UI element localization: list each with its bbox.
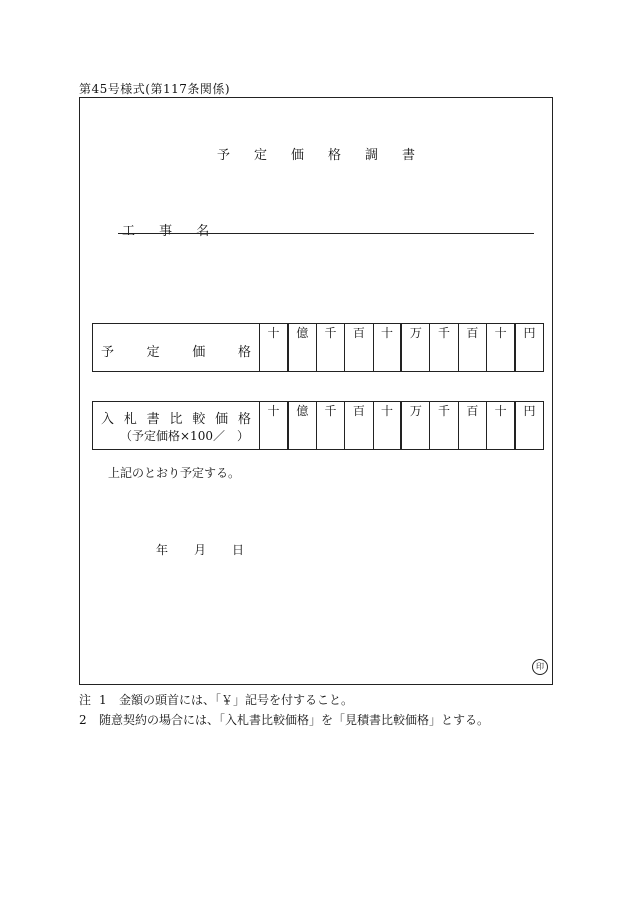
work-name-field[interactable] (118, 233, 534, 234)
note-prefix: 注 (79, 693, 92, 707)
digit-cell[interactable]: 十 (260, 324, 288, 372)
title-char: 価 (290, 148, 328, 163)
label-char: 比 (169, 412, 183, 427)
title-char: 格 (328, 148, 366, 163)
label-char: 格 (237, 345, 251, 360)
digit-cell[interactable]: 万 (401, 402, 429, 450)
digit-cell[interactable]: 十 (487, 324, 515, 372)
label-char: 定 (146, 345, 160, 360)
bid-comparison-price-table (92, 401, 544, 450)
title-char: 書 (402, 148, 440, 163)
date-month: 月 (194, 543, 207, 557)
page-title (80, 144, 552, 163)
note-item (79, 710, 489, 730)
label-char: 較 (192, 412, 206, 427)
digit-cell[interactable]: 十 (373, 324, 401, 372)
seal-stamp: 印 (532, 659, 548, 675)
work-name-label: 工 事 名 (122, 224, 220, 239)
digit-cell[interactable]: 千 (316, 324, 344, 372)
date-year: 年 (156, 543, 169, 557)
bid-comparison-price-label (93, 402, 260, 450)
note-text: 随意契約の場合には、「入札書比較価格」を「見積書比較価格」とする。 (99, 713, 490, 727)
digit-cell[interactable]: 百 (345, 402, 373, 450)
statement-text: 上記のとおり予定する。 (108, 466, 241, 480)
planned-price-label (93, 324, 260, 372)
label-char: 格 (237, 412, 251, 427)
label-char: 価 (215, 412, 229, 427)
digit-cell[interactable]: 千 (316, 402, 344, 450)
digit-cell[interactable]: 円 (515, 402, 543, 450)
digit-cell[interactable]: 万 (401, 324, 429, 372)
digit-cell[interactable]: 億 (288, 324, 316, 372)
label-char: 書 (146, 412, 160, 427)
notes (79, 690, 489, 730)
digit-cell[interactable]: 百 (458, 402, 486, 450)
digit-cell[interactable]: 十 (260, 402, 288, 450)
title-char: 調 (365, 148, 403, 163)
note-number: 1 (99, 693, 107, 707)
digit-cell[interactable]: 百 (345, 324, 373, 372)
form-frame (79, 97, 553, 685)
note-item (79, 690, 489, 710)
date-day: 日 (232, 543, 245, 557)
digit-cell[interactable]: 千 (430, 324, 458, 372)
digit-cell[interactable]: 円 (515, 324, 543, 372)
date-line (156, 541, 244, 558)
title-char: 定 (253, 148, 291, 163)
bid-comparison-sub-label: （予定価格×100／ ） (120, 429, 249, 443)
planned-price-table (92, 323, 544, 372)
digit-cell[interactable]: 百 (458, 324, 486, 372)
note-text: 金額の頭首には、「￥」記号を付すること。 (119, 693, 354, 707)
title-char: 予 (216, 148, 254, 163)
label-char: 価 (192, 345, 206, 360)
label-char: 入 (101, 412, 115, 427)
note-number: 2 (79, 713, 87, 727)
label-char: 予 (101, 345, 115, 360)
label-char: 札 (123, 412, 137, 427)
digit-cell[interactable]: 十 (373, 402, 401, 450)
digit-cell[interactable]: 十 (487, 402, 515, 450)
digit-cell[interactable]: 千 (430, 402, 458, 450)
digit-cell[interactable]: 億 (288, 402, 316, 450)
form-number: 第45号様式(第117条関係) (79, 82, 231, 96)
